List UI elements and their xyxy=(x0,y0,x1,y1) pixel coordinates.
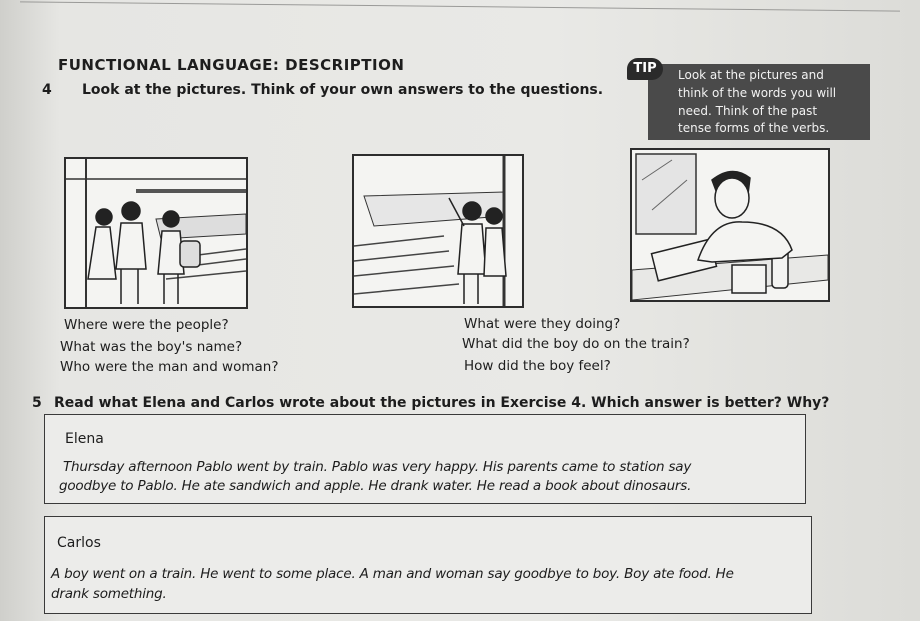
exercise-5-instruction: Read what Elena and Carlos wrote about the pictures in Exercise 4. Which answer is better? Why? xyxy=(54,395,830,411)
picture-station-family xyxy=(64,157,248,309)
elena-answer-box xyxy=(44,414,806,504)
boy-on-train-illustration xyxy=(632,150,828,300)
elena-answer-line: goodbye to Pablo. He ate sandwich and apple. He drank water. He read a book about dinosaurs. xyxy=(59,478,692,494)
exercise-4-instruction: Look at the pictures. Think of your own answers to the questions. xyxy=(82,82,604,98)
exercise-4-number: 4 xyxy=(42,82,52,98)
page-edge-line xyxy=(20,1,900,11)
elena-answer-line: Thursday afternoon Pablo went by train. Pablo was very happy. His parents came to station say xyxy=(63,459,692,475)
carlos-answer-box xyxy=(44,516,812,614)
question: Where were the people? xyxy=(64,317,229,333)
question: What did the boy do on the train? xyxy=(462,336,690,352)
section-title: FUNCTIONAL LANGUAGE: DESCRIPTION xyxy=(58,56,405,74)
picture-boy-on-train xyxy=(630,148,830,302)
carlos-name: Carlos xyxy=(57,535,101,551)
station-family-illustration xyxy=(66,159,246,307)
platform-waving-illustration xyxy=(354,156,522,306)
tip-line: need. Think of the past xyxy=(678,104,818,118)
tip-box xyxy=(648,64,870,140)
tip-line: tense forms of the verbs. xyxy=(678,121,830,135)
tip-line: Look at the pictures and xyxy=(678,68,824,82)
carlos-answer-line: drank something. xyxy=(51,586,167,602)
tip-badge: TIP xyxy=(627,58,663,80)
question: What were they doing? xyxy=(464,316,621,332)
question: Who were the man and woman? xyxy=(60,359,279,375)
exercise-5-number: 5 xyxy=(32,395,42,411)
carlos-answer-line: A boy went on a train. He went to some place. A man and woman say goodbye to boy. Boy ate food. He xyxy=(51,566,734,582)
tip-line: think of the words you will xyxy=(678,86,837,100)
picture-platform-waving xyxy=(352,154,524,308)
question: What was the boy's name? xyxy=(60,339,243,355)
elena-name: Elena xyxy=(65,431,104,447)
question: How did the boy feel? xyxy=(464,358,611,374)
